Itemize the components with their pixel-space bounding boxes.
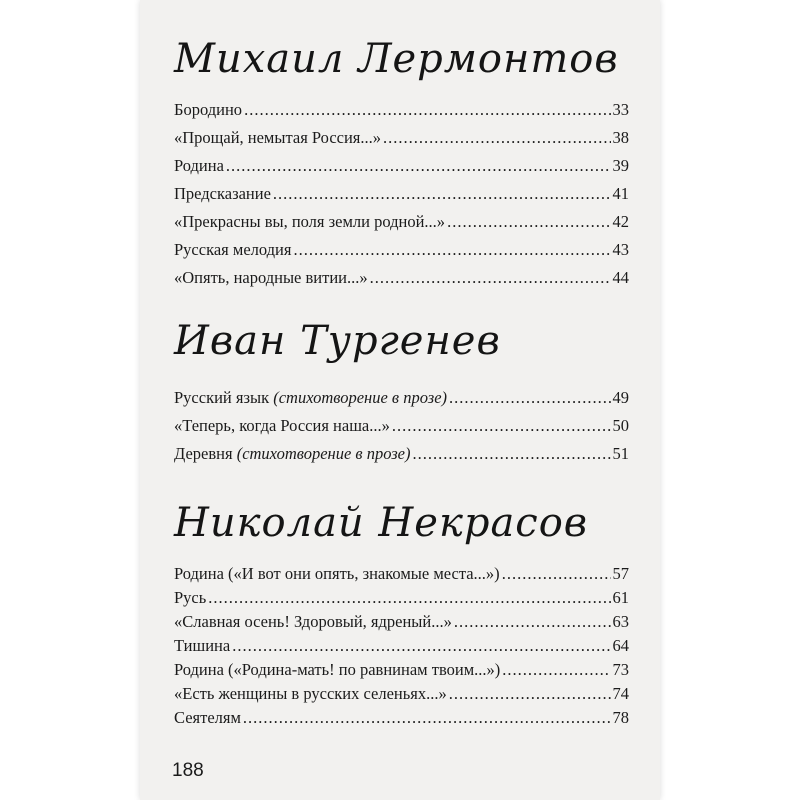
entry-title: Родина («И вот они опять, знакомые места...»): [174, 564, 500, 583]
entry-title: Предсказание: [174, 184, 271, 203]
dot-leader: [226, 154, 611, 178]
toc-entry[interactable]: [174, 610, 629, 634]
author-heading-lermontov: Михаил Лермонтов: [174, 36, 619, 82]
entry-page: 51: [612, 444, 629, 463]
entry-title: «Теперь, когда Россия наша...»: [174, 416, 390, 435]
toc-entry[interactable]: [174, 126, 629, 150]
dot-leader: [502, 658, 610, 682]
dot-leader: [502, 562, 611, 586]
toc-entry[interactable]: [174, 562, 629, 586]
entry-page: 78: [612, 708, 629, 727]
toc-entry[interactable]: [174, 658, 629, 682]
dot-leader: [449, 386, 610, 410]
author-heading-nekrasov: Николай Некрасов: [174, 500, 589, 546]
toc-entry[interactable]: [174, 586, 629, 610]
entry-title: Русский язык (стихотворение в прозе): [174, 388, 448, 407]
entry-title: Русь: [174, 588, 207, 607]
dot-leader: [370, 266, 611, 290]
author-heading-turgenev: Иван Тургенев: [174, 318, 501, 364]
toc-entry[interactable]: [174, 414, 629, 438]
entry-title: Русская мелодия: [174, 240, 292, 259]
dot-leader: [208, 586, 610, 610]
dot-leader: [413, 442, 611, 466]
dot-leader: [243, 706, 611, 730]
entry-title: Деревня (стихотворение в прозе): [174, 444, 411, 463]
toc-entry[interactable]: [174, 266, 629, 290]
entry-title: «Прощай, немытая Россия...»: [174, 128, 382, 147]
dot-leader: [232, 634, 610, 658]
dot-leader: [293, 238, 610, 262]
toc-entry[interactable]: [174, 154, 629, 178]
entry-page: 74: [612, 684, 629, 703]
entry-page: 50: [612, 416, 629, 435]
dot-leader: [244, 98, 610, 122]
entry-page: 38: [612, 128, 629, 147]
entry-note: (стихотворение в прозе): [236, 444, 411, 463]
entry-page: 41: [612, 184, 629, 203]
dot-leader: [392, 414, 611, 438]
entry-page: 63: [612, 612, 629, 631]
toc-entry[interactable]: [174, 386, 629, 410]
toc-entry[interactable]: [174, 634, 629, 658]
toc-entry[interactable]: [174, 682, 629, 706]
entry-page: 61: [612, 588, 629, 607]
book-page: [140, 0, 660, 800]
entry-title: Сеятелям: [174, 708, 241, 727]
dot-leader: [449, 682, 611, 706]
entry-title: «Есть женщины в русских селеньях...»: [174, 684, 447, 703]
dot-leader: [454, 610, 611, 634]
entry-title: Тишина: [174, 636, 231, 655]
entry-title: «Прекрасны вы, поля земли родной...»: [174, 212, 446, 231]
entry-page: 64: [612, 636, 629, 655]
entry-title: «Славная осень! Здоровый, ядреный...»: [174, 612, 452, 631]
toc-entry[interactable]: [174, 238, 629, 262]
entry-title: «Опять, народные витии...»: [174, 268, 368, 287]
dot-leader: [273, 182, 611, 206]
entry-title: Родина: [174, 156, 224, 175]
toc-entry[interactable]: [174, 442, 629, 466]
entry-page: 39: [612, 156, 629, 175]
entry-page: 44: [612, 268, 629, 287]
dot-leader: [383, 126, 610, 150]
toc-entry[interactable]: [174, 210, 629, 234]
entry-note: (стихотворение в прозе): [273, 388, 448, 407]
entry-page: 33: [612, 100, 629, 119]
page-number: 188: [172, 760, 204, 781]
dot-leader: [447, 210, 610, 234]
entry-page: 43: [612, 240, 629, 259]
entry-page: 49: [612, 388, 629, 407]
entry-page: 57: [612, 564, 629, 583]
toc-entry[interactable]: [174, 98, 629, 122]
entry-page: 73: [612, 660, 629, 679]
entry-title: Родина («Родина-мать! по равнинам твоим...»): [174, 660, 501, 679]
entry-title: Бородино: [174, 100, 243, 119]
toc-entry[interactable]: [174, 706, 629, 730]
toc-entry[interactable]: [174, 182, 629, 206]
entry-page: 42: [612, 212, 629, 231]
